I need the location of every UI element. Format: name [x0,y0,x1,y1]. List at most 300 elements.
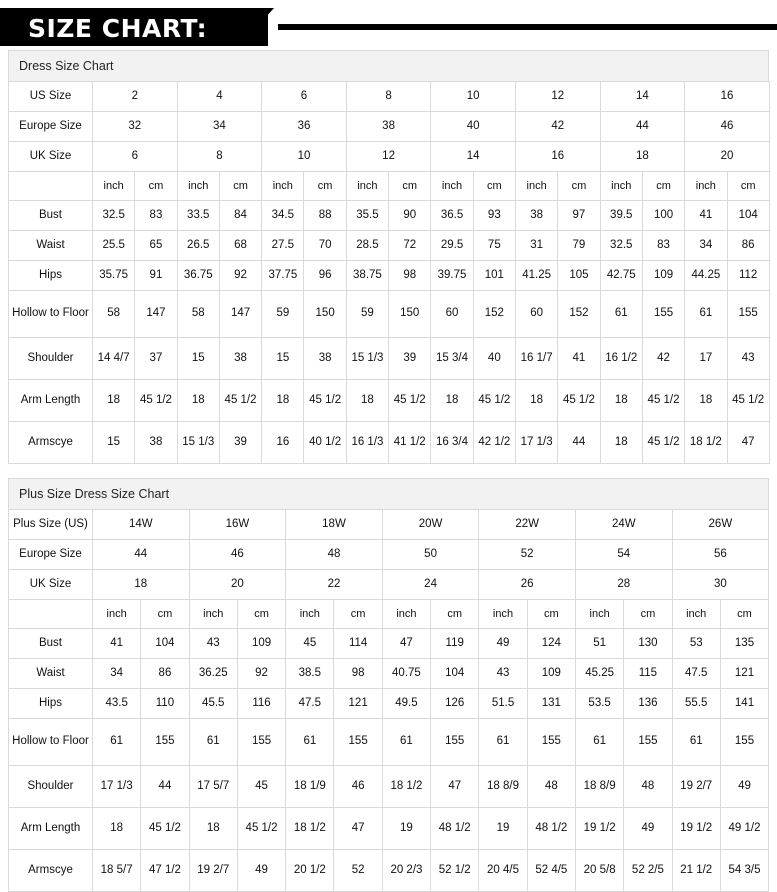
table-row [9,82,770,112]
cell: 36.5 [431,201,473,231]
cell: 88 [304,201,346,231]
cell: 19 2/7 [189,850,237,892]
cell: 18 1/2 [685,422,727,464]
cell: 41 [685,201,727,231]
cell: 147 [219,291,261,338]
row-label: Hollow to Floor [9,719,93,766]
section-heading-dress: Dress Size Chart [8,50,769,81]
cell: 135 [720,629,768,659]
cell: 155 [141,719,189,766]
cell: 22 [286,570,383,600]
row-label: Armscye [9,850,93,892]
cell: 45 1/2 [237,808,285,850]
cell: 28.5 [346,231,388,261]
cell: 38.5 [286,659,334,689]
cell: 93 [473,201,515,231]
table-row [9,261,770,291]
cell: 18 [431,380,473,422]
cell: 10 [262,142,347,172]
cell: 48 [286,540,383,570]
cell: 43.5 [93,689,141,719]
cell: 20 [685,142,770,172]
row-label: Shoulder [9,766,93,808]
cell: 20 5/8 [575,850,623,892]
cell: 17 1/3 [93,766,141,808]
cell: 15 [177,338,219,380]
table-row [9,291,770,338]
cell: 121 [334,689,382,719]
cell: 46 [685,112,770,142]
cell: 45.5 [189,689,237,719]
cell: 43 [479,659,527,689]
cell: 12 [515,82,600,112]
cell: 114 [334,629,382,659]
cell: 60 [431,291,473,338]
cell: 46 [334,766,382,808]
unit-cell: cm [431,600,479,629]
cell: 49 [720,766,768,808]
cell: 18 1/2 [286,808,334,850]
cell: 150 [304,291,346,338]
cell: 16 1/2 [600,338,642,380]
cell: 19 [382,808,430,850]
cell: 126 [431,689,479,719]
cell: 53 [672,629,720,659]
cell: 83 [642,231,684,261]
cell: 119 [431,629,479,659]
cell: 41 1/2 [389,422,431,464]
cell: 91 [135,261,177,291]
cell: 17 [685,338,727,380]
cell: 18 8/9 [575,766,623,808]
cell: 14 [431,142,516,172]
row-label: UK Size [9,570,93,600]
table-row [9,629,769,659]
cell: 17 1/3 [515,422,557,464]
table-row [9,231,770,261]
row-label: UK Size [9,142,93,172]
unit-cell: cm [473,172,515,201]
cell: 48 [624,766,672,808]
unit-cell: inch [575,600,623,629]
cell: 52 [479,540,576,570]
cell: 16 [515,142,600,172]
cell: 54 3/5 [720,850,768,892]
cell: 19 2/7 [672,766,720,808]
cell: 61 [672,719,720,766]
cell: 25.5 [93,231,135,261]
cell: 59 [346,291,388,338]
cell: 39 [389,338,431,380]
row-label: Europe Size [9,112,93,142]
cell: 150 [389,291,431,338]
cell: 92 [237,659,285,689]
cell: 42 1/2 [473,422,515,464]
unit-cell: inch [93,172,135,201]
cell: 15 3/4 [431,338,473,380]
cell: 34 [685,231,727,261]
cell: 84 [219,201,261,231]
cell: 18 [189,808,237,850]
cell: 35.5 [346,201,388,231]
cell: 20W [382,510,479,540]
cell: 38.75 [346,261,388,291]
cell: 101 [473,261,515,291]
cell: 131 [527,689,575,719]
cell: 104 [141,629,189,659]
cell: 109 [642,261,684,291]
cell: 14 4/7 [93,338,135,380]
cell: 15 1/3 [177,422,219,464]
unit-cell: cm [720,600,768,629]
cell: 115 [624,659,672,689]
cell: 18W [286,510,383,540]
cell: 8 [177,142,262,172]
cell: 58 [177,291,219,338]
cell: 36.75 [177,261,219,291]
cell: 155 [624,719,672,766]
cell: 98 [334,659,382,689]
unit-cell: inch [515,172,557,201]
unit-cell: cm [624,600,672,629]
cell: 24W [575,510,672,540]
cell: 49 [624,808,672,850]
cell: 36 [262,112,347,142]
unit-cell: cm [558,172,600,201]
cell: 6 [262,82,347,112]
cell: 38 [515,201,557,231]
unit-cell: cm [304,172,346,201]
row-label: Hips [9,689,93,719]
cell: 104 [727,201,769,231]
row-label: Plus Size (US) [9,510,93,540]
cell: 49 [479,629,527,659]
cell: 109 [237,629,285,659]
cell: 39 [219,422,261,464]
cell: 112 [727,261,769,291]
unit-cell: inch [672,600,720,629]
table-row [9,201,770,231]
cell: 40 1/2 [304,422,346,464]
cell: 16W [189,510,286,540]
cell: 32 [93,112,178,142]
cell: 52 2/5 [624,850,672,892]
cell: 41 [93,629,141,659]
cell: 38 [135,422,177,464]
cell: 26 [479,570,576,600]
row-label: Arm Length [9,380,93,422]
cell: 14 [600,82,685,112]
cell: 34.5 [262,201,304,231]
cell: 32.5 [600,231,642,261]
cell: 61 [286,719,334,766]
cell: 18 [93,570,190,600]
unit-cell: cm [389,172,431,201]
table-row [9,338,770,380]
cell: 155 [720,719,768,766]
table-row [9,766,769,808]
cell: 45 1/2 [727,380,769,422]
unit-cell: inch [93,600,141,629]
cell: 45 1/2 [219,380,261,422]
unit-cell: inch [189,600,237,629]
cell: 35.75 [93,261,135,291]
table-row [9,719,769,766]
cell: 28 [575,570,672,600]
cell: 16 [685,82,770,112]
cell: 36.25 [189,659,237,689]
cell: 65 [135,231,177,261]
table-row [9,540,769,570]
cell: 41 [558,338,600,380]
cell: 16 1/7 [515,338,557,380]
cell: 136 [624,689,672,719]
cell: 92 [219,261,261,291]
cell: 45 1/2 [642,422,684,464]
cell: 49.5 [382,689,430,719]
cell: 48 1/2 [527,808,575,850]
cell: 152 [558,291,600,338]
dress-size-table [8,81,770,464]
unit-cell: cm [527,600,575,629]
cell: 18 [93,380,135,422]
cell: 33.5 [177,201,219,231]
cell: 20 1/2 [286,850,334,892]
cell: 18 1/9 [286,766,334,808]
unit-cell: cm [141,600,189,629]
cell: 44 [93,540,190,570]
table-row [9,142,770,172]
row-label: Hollow to Floor [9,291,93,338]
cell: 75 [473,231,515,261]
cell: 86 [141,659,189,689]
cell: 27.5 [262,231,304,261]
cell: 42 [642,338,684,380]
cell: 37 [135,338,177,380]
cell: 86 [727,231,769,261]
unit-cell: inch [382,600,430,629]
cell: 45 1/2 [473,380,515,422]
cell: 26.5 [177,231,219,261]
cell: 18 1/2 [382,766,430,808]
unit-cell: inch [177,172,219,201]
cell: 20 4/5 [479,850,527,892]
cell: 22W [479,510,576,540]
cell: 58 [93,291,135,338]
unit-cell: cm [727,172,769,201]
cell: 18 5/7 [93,850,141,892]
cell: 18 [93,808,141,850]
cell: 45 1/2 [389,380,431,422]
cell: 29.5 [431,231,473,261]
cell: 18 [600,142,685,172]
cell: 47 [334,808,382,850]
table-row [9,570,769,600]
cell: 155 [527,719,575,766]
cell: 100 [642,201,684,231]
cell: 61 [93,719,141,766]
cell: 39.5 [600,201,642,231]
row-label: US Size [9,82,93,112]
row-label: Arm Length [9,808,93,850]
row-label [9,600,93,629]
cell: 155 [727,291,769,338]
cell: 49 [237,850,285,892]
cell: 24 [382,570,479,600]
row-label: Bust [9,629,93,659]
table-row-units [9,172,770,201]
cell: 53.5 [575,689,623,719]
cell: 98 [389,261,431,291]
cell: 44.25 [685,261,727,291]
cell: 12 [346,142,431,172]
cell: 17 5/7 [189,766,237,808]
cell: 44 [141,766,189,808]
cell: 6 [93,142,178,172]
cell: 10 [431,82,516,112]
cell: 47 [382,629,430,659]
table-row [9,112,770,142]
cell: 45 1/2 [304,380,346,422]
cell: 19 1/2 [672,808,720,850]
cell: 121 [720,659,768,689]
unit-cell: cm [642,172,684,201]
cell: 38 [304,338,346,380]
cell: 20 [189,570,286,600]
cell: 45 1/2 [558,380,600,422]
cell: 49 1/2 [720,808,768,850]
cell: 155 [642,291,684,338]
cell: 38 [219,338,261,380]
row-label: Waist [9,231,93,261]
banner-notch [240,8,274,46]
plus-size-table [8,509,769,892]
cell: 104 [431,659,479,689]
cell: 61 [382,719,430,766]
unit-cell: inch [431,172,473,201]
cell: 124 [527,629,575,659]
cell: 39.75 [431,261,473,291]
unit-cell: inch [346,172,388,201]
table-row [9,510,769,540]
cell: 45 [286,629,334,659]
cell: 47 [727,422,769,464]
cell: 155 [431,719,479,766]
unit-cell: inch [685,172,727,201]
cell: 141 [720,689,768,719]
cell: 61 [600,291,642,338]
cell: 20 2/3 [382,850,430,892]
cell: 45 1/2 [135,380,177,422]
cell: 18 [600,422,642,464]
cell: 32.5 [93,201,135,231]
row-label: Europe Size [9,540,93,570]
unit-cell: cm [219,172,261,201]
banner-rule [278,24,777,30]
row-label: Hips [9,261,93,291]
unit-cell: inch [479,600,527,629]
cell: 51.5 [479,689,527,719]
cell: 68 [219,231,261,261]
cell: 34 [177,112,262,142]
cell: 61 [479,719,527,766]
unit-cell: inch [286,600,334,629]
header-banner [0,0,777,50]
cell: 21 1/2 [672,850,720,892]
cell: 19 1/2 [575,808,623,850]
cell: 15 [93,422,135,464]
cell: 105 [558,261,600,291]
cell: 90 [389,201,431,231]
cell: 8 [346,82,431,112]
cell: 52 1/2 [431,850,479,892]
section-divider [0,464,777,478]
cell: 52 4/5 [527,850,575,892]
cell: 130 [624,629,672,659]
cell: 147 [135,291,177,338]
cell: 45.25 [575,659,623,689]
cell: 155 [334,719,382,766]
unit-cell: cm [237,600,285,629]
cell: 18 [600,380,642,422]
cell: 2 [93,82,178,112]
cell: 47.5 [286,689,334,719]
cell: 4 [177,82,262,112]
table-row [9,422,770,464]
cell: 16 [262,422,304,464]
cell: 44 [558,422,600,464]
table-row [9,689,769,719]
unit-cell: cm [135,172,177,201]
cell: 15 [262,338,304,380]
cell: 18 [177,380,219,422]
unit-cell: cm [334,600,382,629]
cell: 59 [262,291,304,338]
cell: 48 1/2 [431,808,479,850]
cell: 19 [479,808,527,850]
cell: 47 1/2 [141,850,189,892]
cell: 47.5 [672,659,720,689]
table-row [9,850,769,892]
cell: 30 [672,570,769,600]
cell: 61 [685,291,727,338]
table-row [9,380,770,422]
table-row [9,808,769,850]
section-heading-plus: Plus Size Dress Size Chart [8,478,769,509]
cell: 47 [431,766,479,808]
row-label: Armscye [9,422,93,464]
cell: 46 [189,540,286,570]
row-label: Shoulder [9,338,93,380]
dress-size-chart-section [8,50,769,464]
cell: 79 [558,231,600,261]
table-row [9,659,769,689]
cell: 41.25 [515,261,557,291]
cell: 16 1/3 [346,422,388,464]
cell: 44 [600,112,685,142]
table-row-units [9,600,769,629]
cell: 34 [93,659,141,689]
cell: 60 [515,291,557,338]
cell: 42.75 [600,261,642,291]
row-label [9,172,93,201]
cell: 45 1/2 [642,380,684,422]
cell: 18 [346,380,388,422]
cell: 54 [575,540,672,570]
cell: 61 [575,719,623,766]
cell: 51 [575,629,623,659]
row-label: Waist [9,659,93,689]
